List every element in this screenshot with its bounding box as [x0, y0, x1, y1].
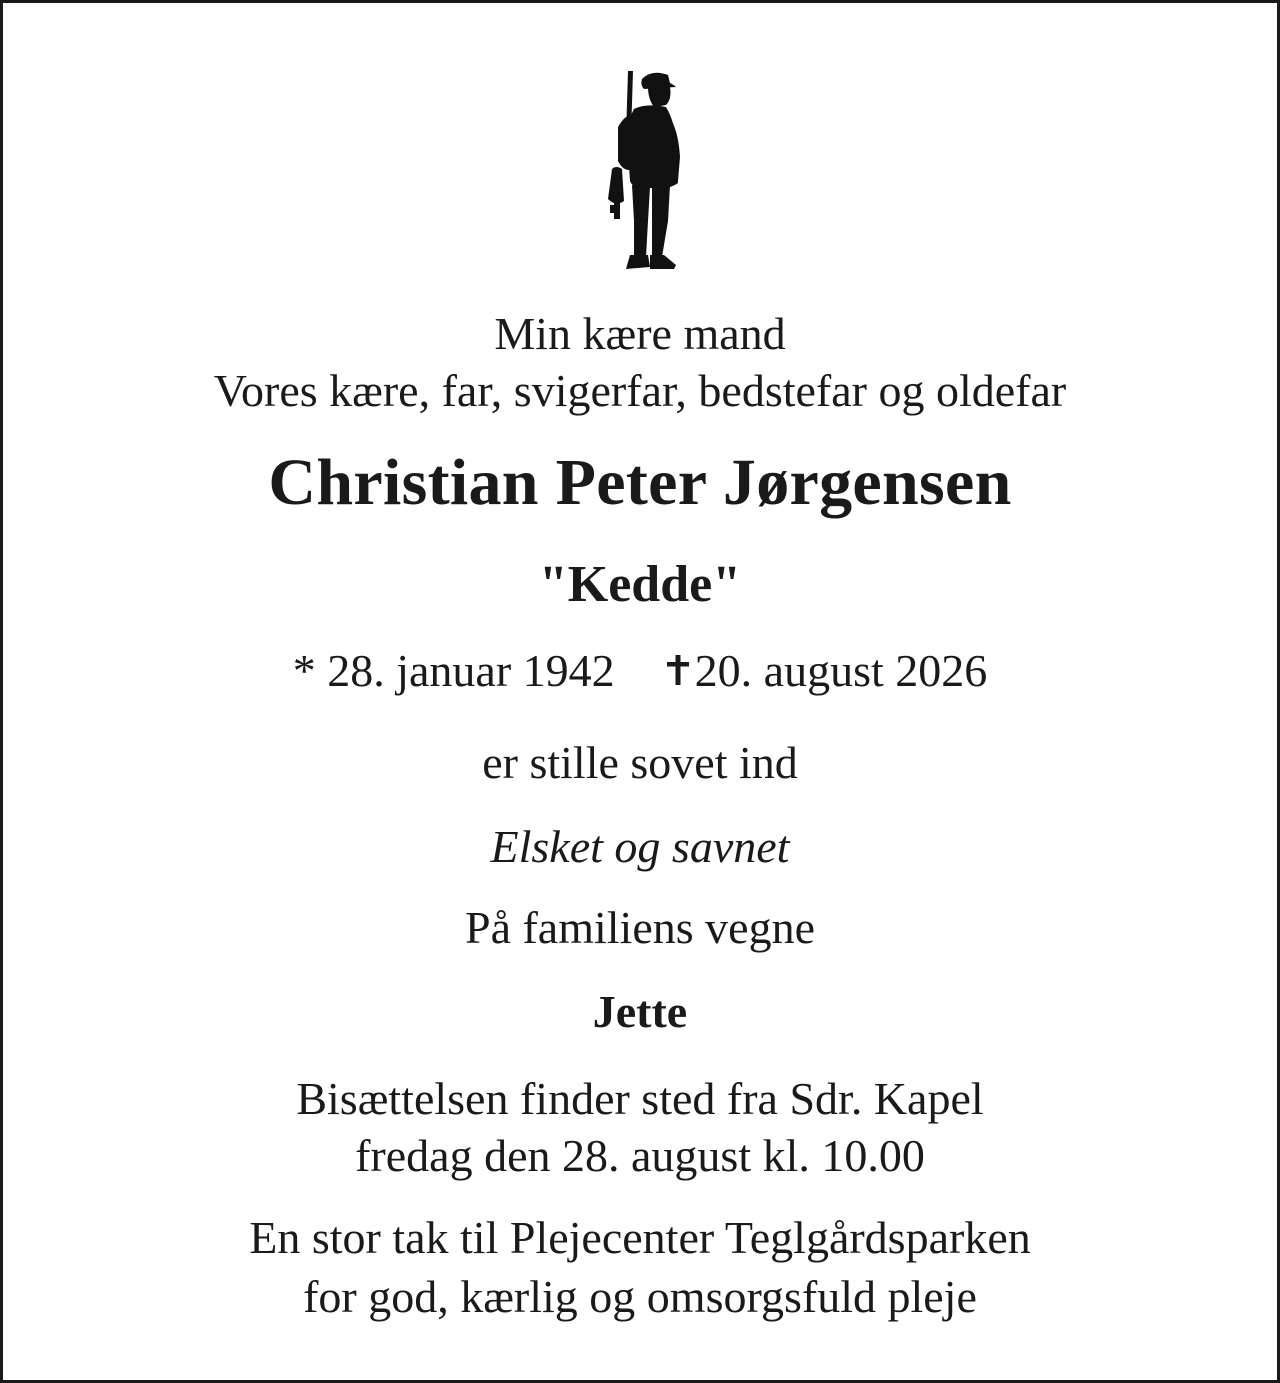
greeting-line-1: Min kære mand — [494, 308, 786, 359]
tribute-text: Elsket og savnet — [490, 821, 790, 872]
birth-date: * 28. januar 1942 — [292, 645, 615, 696]
death-date: 20. august 2026 — [694, 645, 988, 696]
sleep-message: er stille sovet ind — [482, 737, 798, 788]
service-line-1: Bisættelsen finder sted fra Sdr. Kapel — [296, 1073, 984, 1124]
deceased-name: Christian Peter Jørgensen — [268, 446, 1012, 519]
thanks-line-1: En stor tak til Plejecenter Teglgårdsparken — [249, 1212, 1031, 1263]
cross-icon — [667, 655, 689, 685]
signer-name: Jette — [592, 986, 688, 1037]
on-behalf-text: På familiens vegne — [464, 902, 815, 953]
life-dates — [3, 645, 1277, 696]
hunter-silhouette-icon — [600, 65, 690, 275]
greeting-line-2: Vores kære, far, svigerfar, bedstefar og oldefar — [213, 365, 1067, 416]
service-line-2: fredag den 28. august kl. 10.00 — [355, 1130, 925, 1181]
thanks-line-2: for god, kærlig og omsorgsfuld pleje — [303, 1271, 977, 1322]
deceased-nickname: "Kedde" — [538, 556, 742, 613]
